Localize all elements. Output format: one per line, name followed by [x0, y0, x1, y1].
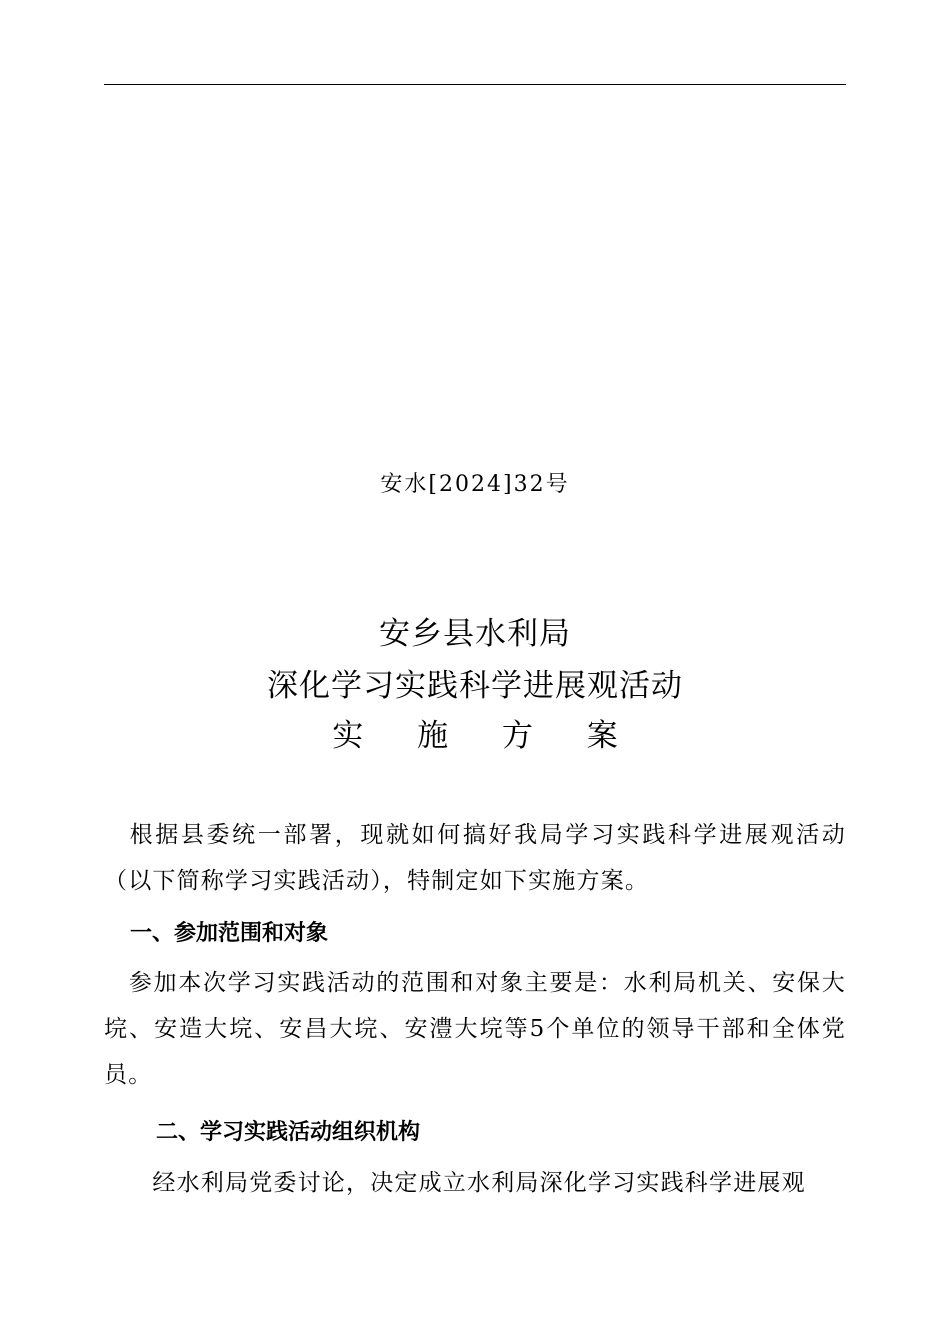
section-heading-scope: 一、参加范围和对象	[130, 921, 329, 946]
section-paragraph-organization: 经水利局党委讨论，决定成立水利局深化学习实践科学进展观	[104, 1170, 806, 1196]
intro-paragraph: 根据县委统一部署，现就如何搞好我局学习实践科学进展观活动（以下简称学习实践活动），特制定如下实施方案。	[104, 822, 846, 894]
header-rule	[104, 84, 846, 85]
document-number: 安水[2024]32号	[380, 472, 570, 497]
section-heading-organization: 二、学习实践活动组织机构	[156, 1120, 421, 1145]
section-paragraph-scope: 参加本次学习实践活动的范围和对象主要是：水利局机关、安保大垸、安造大垸、安昌大垸、安澧大垸等5个单位的领导干部和全体党员。	[104, 970, 846, 1088]
title-subject: 深化学习实践科学进展观活动	[267, 668, 683, 704]
title-organization: 安乡县水利局	[379, 616, 571, 652]
title-plan: 实 施 方 案	[332, 718, 640, 754]
